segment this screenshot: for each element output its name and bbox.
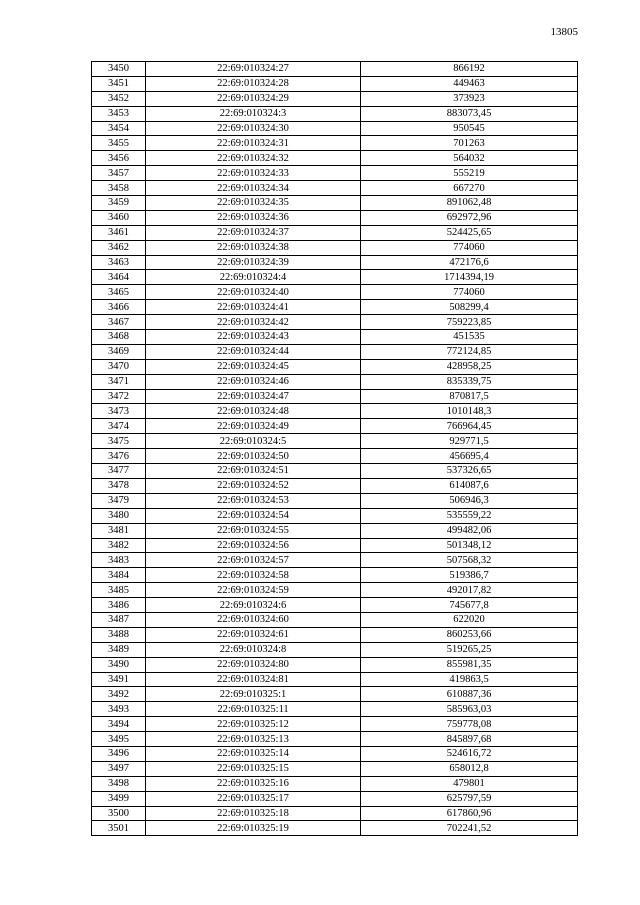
table-row	[92, 91, 578, 106]
cadastral-number-cell: 22:69:010324:6	[146, 598, 361, 613]
cadastral-value-cell: 870817,5	[361, 389, 578, 404]
cadastral-value-cell: 506946,3	[361, 493, 578, 508]
cadastral-number-cell: 22:69:010324:4	[146, 270, 361, 285]
row-number-cell: 3451	[92, 76, 146, 91]
cadastral-value-cell: 585963,03	[361, 702, 578, 717]
cadastral-value-cell: 1714394,19	[361, 270, 578, 285]
cadastral-value-cell: 835339,75	[361, 374, 578, 389]
table-row	[92, 776, 578, 791]
row-number-cell: 3456	[92, 151, 146, 166]
row-number-cell: 3474	[92, 419, 146, 434]
cadastral-value-table	[91, 61, 578, 836]
cadastral-value-cell: 622020	[361, 612, 578, 627]
row-number-cell: 3495	[92, 732, 146, 747]
row-number-cell: 3469	[92, 344, 146, 359]
cadastral-number-cell: 22:69:010325:11	[146, 702, 361, 717]
cadastral-number-cell: 22:69:010324:29	[146, 91, 361, 106]
cadastral-value-cell: 519386,7	[361, 568, 578, 583]
cadastral-value-cell: 759223,85	[361, 315, 578, 330]
cadastral-value-cell: 617860,96	[361, 806, 578, 821]
row-number-cell: 3498	[92, 776, 146, 791]
table-row	[92, 270, 578, 285]
table-row	[92, 419, 578, 434]
row-number-cell: 3458	[92, 181, 146, 196]
cadastral-number-cell: 22:69:010324:36	[146, 210, 361, 225]
table-row	[92, 493, 578, 508]
cadastral-value-cell: 564032	[361, 151, 578, 166]
cadastral-number-cell: 22:69:010324:28	[146, 76, 361, 91]
page-number: 13805	[550, 26, 578, 38]
row-number-cell: 3483	[92, 553, 146, 568]
cadastral-value-cell: 507568,32	[361, 553, 578, 568]
row-number-cell: 3455	[92, 136, 146, 151]
row-number-cell: 3463	[92, 255, 146, 270]
cadastral-number-cell: 22:69:010325:15	[146, 761, 361, 776]
cadastral-number-cell: 22:69:010324:31	[146, 136, 361, 151]
cadastral-number-cell: 22:69:010324:3	[146, 106, 361, 121]
table-row	[92, 166, 578, 181]
row-number-cell: 3470	[92, 359, 146, 374]
table-row	[92, 404, 578, 419]
table-row	[92, 732, 578, 747]
row-number-cell: 3487	[92, 612, 146, 627]
cadastral-value-cell: 419863,5	[361, 672, 578, 687]
row-number-cell: 3479	[92, 493, 146, 508]
cadastral-number-cell: 22:69:010324:39	[146, 255, 361, 270]
table-row	[92, 344, 578, 359]
cadastral-value-cell: 658012,8	[361, 761, 578, 776]
cadastral-number-cell: 22:69:010325:14	[146, 746, 361, 761]
row-number-cell: 3457	[92, 166, 146, 181]
table-row	[92, 225, 578, 240]
row-number-cell: 3466	[92, 300, 146, 315]
cadastral-number-cell: 22:69:010324:34	[146, 181, 361, 196]
cadastral-number-cell: 22:69:010325:16	[146, 776, 361, 791]
table-row	[92, 449, 578, 464]
table-body	[92, 62, 578, 836]
cadastral-number-cell: 22:69:010324:56	[146, 538, 361, 553]
cadastral-number-cell: 22:69:010325:17	[146, 791, 361, 806]
cadastral-value-cell: 555219	[361, 166, 578, 181]
cadastral-number-cell: 22:69:010324:52	[146, 478, 361, 493]
cadastral-value-cell: 524425,65	[361, 225, 578, 240]
cadastral-value-cell: 492017,82	[361, 583, 578, 598]
cadastral-number-cell: 22:69:010325:19	[146, 821, 361, 836]
table-row	[92, 553, 578, 568]
cadastral-number-cell: 22:69:010324:40	[146, 285, 361, 300]
row-number-cell: 3473	[92, 404, 146, 419]
table-row	[92, 627, 578, 642]
row-number-cell: 3489	[92, 642, 146, 657]
row-number-cell: 3480	[92, 508, 146, 523]
cadastral-value-cell: 860253,66	[361, 627, 578, 642]
cadastral-value-cell: 692972,96	[361, 210, 578, 225]
cadastral-value-cell: 766964,45	[361, 419, 578, 434]
row-number-cell: 3497	[92, 761, 146, 776]
cadastral-number-cell: 22:69:010324:47	[146, 389, 361, 404]
cadastral-value-cell: 373923	[361, 91, 578, 106]
table-row	[92, 106, 578, 121]
row-number-cell: 3471	[92, 374, 146, 389]
cadastral-value-cell: 519265,25	[361, 642, 578, 657]
cadastral-value-cell: 614087,6	[361, 478, 578, 493]
table-row	[92, 702, 578, 717]
table-row	[92, 464, 578, 479]
row-number-cell: 3501	[92, 821, 146, 836]
cadastral-number-cell: 22:69:010325:1	[146, 687, 361, 702]
cadastral-number-cell: 22:69:010324:45	[146, 359, 361, 374]
table-row	[92, 583, 578, 598]
table-row	[92, 523, 578, 538]
row-number-cell: 3486	[92, 598, 146, 613]
cadastral-value-cell: 883073,45	[361, 106, 578, 121]
row-number-cell: 3494	[92, 717, 146, 732]
cadastral-value-cell: 774060	[361, 285, 578, 300]
cadastral-number-cell: 22:69:010324:49	[146, 419, 361, 434]
row-number-cell: 3465	[92, 285, 146, 300]
cadastral-number-cell: 22:69:010324:81	[146, 672, 361, 687]
cadastral-number-cell: 22:69:010324:27	[146, 62, 361, 77]
row-number-cell: 3472	[92, 389, 146, 404]
row-number-cell: 3499	[92, 791, 146, 806]
table-row	[92, 121, 578, 136]
cadastral-value-cell: 772124,85	[361, 344, 578, 359]
cadastral-number-cell: 22:69:010324:38	[146, 240, 361, 255]
table-row	[92, 598, 578, 613]
cadastral-value-cell: 929771,5	[361, 434, 578, 449]
table-row	[92, 612, 578, 627]
row-number-cell: 3490	[92, 657, 146, 672]
cadastral-value-cell: 501348,12	[361, 538, 578, 553]
cadastral-number-cell: 22:69:010325:18	[146, 806, 361, 821]
row-number-cell: 3478	[92, 478, 146, 493]
row-number-cell: 3454	[92, 121, 146, 136]
cadastral-value-cell: 479801	[361, 776, 578, 791]
cadastral-value-cell: 610887,36	[361, 687, 578, 702]
cadastral-number-cell: 22:69:010324:57	[146, 553, 361, 568]
row-number-cell: 3491	[92, 672, 146, 687]
cadastral-number-cell: 22:69:010324:80	[146, 657, 361, 672]
cadastral-value-cell: 891062,48	[361, 196, 578, 211]
table-row	[92, 330, 578, 345]
row-number-cell: 3475	[92, 434, 146, 449]
row-number-cell: 3467	[92, 315, 146, 330]
table-row	[92, 538, 578, 553]
table-row	[92, 62, 578, 77]
table-row	[92, 434, 578, 449]
cadastral-value-cell: 456695,4	[361, 449, 578, 464]
table-row	[92, 196, 578, 211]
cadastral-value-cell: 451535	[361, 330, 578, 345]
cadastral-value-cell: 774060	[361, 240, 578, 255]
cadastral-value-cell: 537326,65	[361, 464, 578, 479]
row-number-cell: 3461	[92, 225, 146, 240]
table-row	[92, 761, 578, 776]
cadastral-value-cell: 499482,06	[361, 523, 578, 538]
cadastral-number-cell: 22:69:010324:60	[146, 612, 361, 627]
table-row	[92, 478, 578, 493]
cadastral-value-cell: 472176,6	[361, 255, 578, 270]
cadastral-value-cell: 759778,08	[361, 717, 578, 732]
cadastral-number-cell: 22:69:010324:55	[146, 523, 361, 538]
cadastral-number-cell: 22:69:010324:59	[146, 583, 361, 598]
row-number-cell: 3485	[92, 583, 146, 598]
row-number-cell: 3492	[92, 687, 146, 702]
table-row	[92, 240, 578, 255]
cadastral-value-cell: 745677,8	[361, 598, 578, 613]
cadastral-value-cell: 866192	[361, 62, 578, 77]
row-number-cell: 3481	[92, 523, 146, 538]
row-number-cell: 3453	[92, 106, 146, 121]
table-row	[92, 806, 578, 821]
row-number-cell: 3464	[92, 270, 146, 285]
table-row	[92, 389, 578, 404]
table-row	[92, 210, 578, 225]
row-number-cell: 3484	[92, 568, 146, 583]
table-row	[92, 76, 578, 91]
cadastral-value-cell: 1010148,3	[361, 404, 578, 419]
cadastral-number-cell: 22:69:010325:13	[146, 732, 361, 747]
cadastral-value-cell: 855981,35	[361, 657, 578, 672]
table-row	[92, 657, 578, 672]
table-row	[92, 568, 578, 583]
table-row	[92, 746, 578, 761]
cadastral-value-cell: 508299,4	[361, 300, 578, 315]
cadastral-number-cell: 22:69:010324:35	[146, 196, 361, 211]
row-number-cell: 3468	[92, 330, 146, 345]
row-number-cell: 3496	[92, 746, 146, 761]
cadastral-value-cell: 701263	[361, 136, 578, 151]
cadastral-number-cell: 22:69:010324:42	[146, 315, 361, 330]
table-row	[92, 359, 578, 374]
table-row	[92, 508, 578, 523]
cadastral-number-cell: 22:69:010324:58	[146, 568, 361, 583]
cadastral-number-cell: 22:69:010324:43	[146, 330, 361, 345]
table-row	[92, 181, 578, 196]
cadastral-number-cell: 22:69:010324:44	[146, 344, 361, 359]
cadastral-number-cell: 22:69:010324:51	[146, 464, 361, 479]
table-row	[92, 642, 578, 657]
cadastral-number-cell: 22:69:010324:53	[146, 493, 361, 508]
row-number-cell: 3460	[92, 210, 146, 225]
cadastral-number-cell: 22:69:010324:33	[146, 166, 361, 181]
row-number-cell: 3493	[92, 702, 146, 717]
table-row	[92, 315, 578, 330]
cadastral-value-cell: 950545	[361, 121, 578, 136]
table-row	[92, 672, 578, 687]
cadastral-value-cell: 625797,59	[361, 791, 578, 806]
cadastral-value-cell: 535559,22	[361, 508, 578, 523]
cadastral-number-cell: 22:69:010324:54	[146, 508, 361, 523]
row-number-cell: 3482	[92, 538, 146, 553]
cadastral-number-cell: 22:69:010324:50	[146, 449, 361, 464]
row-number-cell: 3450	[92, 62, 146, 77]
cadastral-number-cell: 22:69:010324:30	[146, 121, 361, 136]
row-number-cell: 3462	[92, 240, 146, 255]
table-row	[92, 300, 578, 315]
cadastral-value-cell: 845897,68	[361, 732, 578, 747]
table-row	[92, 285, 578, 300]
row-number-cell: 3477	[92, 464, 146, 479]
row-number-cell: 3459	[92, 196, 146, 211]
cadastral-value-cell: 449463	[361, 76, 578, 91]
row-number-cell: 3500	[92, 806, 146, 821]
table-row	[92, 255, 578, 270]
cadastral-value-cell: 667270	[361, 181, 578, 196]
table-row	[92, 717, 578, 732]
cadastral-value-cell: 428958,25	[361, 359, 578, 374]
cadastral-value-cell: 702241,52	[361, 821, 578, 836]
row-number-cell: 3488	[92, 627, 146, 642]
table-row	[92, 687, 578, 702]
cadastral-number-cell: 22:69:010324:8	[146, 642, 361, 657]
cadastral-number-cell: 22:69:010325:12	[146, 717, 361, 732]
table-row	[92, 791, 578, 806]
cadastral-number-cell: 22:69:010324:61	[146, 627, 361, 642]
table-row	[92, 151, 578, 166]
cadastral-number-cell: 22:69:010324:48	[146, 404, 361, 419]
cadastral-number-cell: 22:69:010324:41	[146, 300, 361, 315]
cadastral-number-cell: 22:69:010324:5	[146, 434, 361, 449]
cadastral-number-cell: 22:69:010324:46	[146, 374, 361, 389]
row-number-cell: 3452	[92, 91, 146, 106]
table-row	[92, 136, 578, 151]
cadastral-number-cell: 22:69:010324:37	[146, 225, 361, 240]
cadastral-number-cell: 22:69:010324:32	[146, 151, 361, 166]
cadastral-value-cell: 524616,72	[361, 746, 578, 761]
table-row	[92, 821, 578, 836]
table-row	[92, 374, 578, 389]
row-number-cell: 3476	[92, 449, 146, 464]
